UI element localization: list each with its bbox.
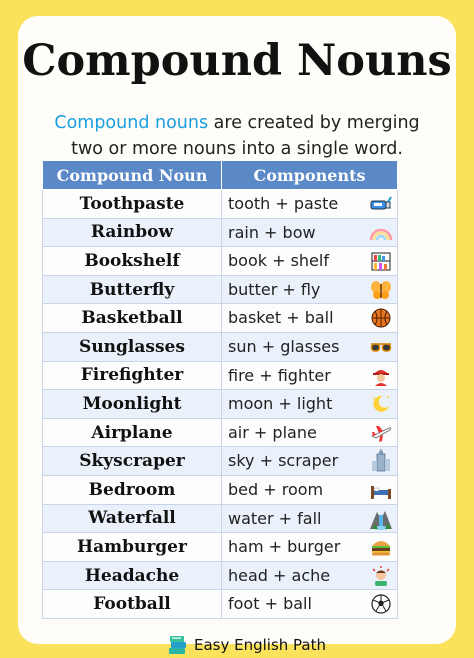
table-row xyxy=(43,332,398,361)
compound-noun-cell: Moonlight xyxy=(43,390,222,419)
page-title: Compound Nouns xyxy=(22,36,452,86)
table-row xyxy=(43,190,398,219)
header-components: Components xyxy=(222,161,398,190)
compound-noun-cell: Waterfall xyxy=(43,504,222,533)
components-cell xyxy=(222,475,398,504)
soccer-ball-icon xyxy=(369,592,393,616)
components-text: moon + light xyxy=(228,394,333,414)
components-text: bed + room xyxy=(228,479,324,499)
table-row xyxy=(43,361,398,390)
components-cell xyxy=(222,218,398,247)
intro-text xyxy=(46,110,428,162)
butterfly-icon xyxy=(369,278,393,302)
components-text: water + fall xyxy=(228,508,322,528)
components-text: sun + glasses xyxy=(228,336,340,356)
brand-name: Easy English Path xyxy=(194,636,327,654)
components-cell xyxy=(222,418,398,447)
components-cell xyxy=(222,390,398,419)
compound-noun-cell: Basketball xyxy=(43,304,222,333)
components-cell xyxy=(222,504,398,533)
firefighter-icon xyxy=(369,364,393,388)
compound-noun-cell: Sunglasses xyxy=(43,332,222,361)
waterfall-icon xyxy=(369,507,393,531)
compound-noun-cell: Butterfly xyxy=(43,275,222,304)
sunglasses-icon xyxy=(369,335,393,359)
moon-icon xyxy=(369,392,393,416)
components-text: basket + ball xyxy=(228,308,334,328)
compound-noun-cell: Airplane xyxy=(43,418,222,447)
footer xyxy=(0,632,474,658)
compound-noun-cell: Hamburger xyxy=(43,533,222,562)
components-text: rain + bow xyxy=(228,222,316,242)
table-row xyxy=(43,590,398,619)
compound-noun-cell: Football xyxy=(43,590,222,619)
components-text: air + plane xyxy=(228,422,317,442)
header-compound-noun: Compound Noun xyxy=(43,161,222,190)
components-cell xyxy=(222,590,398,619)
table-row xyxy=(43,561,398,590)
rainbow-icon xyxy=(369,221,393,245)
book-stack-icon xyxy=(168,634,188,656)
components-text: fire + fighter xyxy=(228,365,331,385)
intro-rest: are created by merging two or more nouns into a single word. xyxy=(71,113,420,159)
toothpaste-icon xyxy=(369,192,393,216)
components-text: ham + burger xyxy=(228,537,341,557)
bed-icon xyxy=(369,478,393,502)
components-cell xyxy=(222,533,398,562)
compound-noun-cell: Bookshelf xyxy=(43,247,222,276)
hamburger-icon xyxy=(369,535,393,559)
table-row xyxy=(43,275,398,304)
compound-noun-cell: Headache xyxy=(43,561,222,590)
components-cell xyxy=(222,304,398,333)
compound-nouns-table xyxy=(42,160,398,619)
table-row xyxy=(43,304,398,333)
table-row xyxy=(43,533,398,562)
headache-icon xyxy=(369,564,393,588)
compound-noun-cell: Skyscraper xyxy=(43,447,222,476)
components-text: sky + scraper xyxy=(228,451,339,471)
components-cell xyxy=(222,247,398,276)
table-header-row xyxy=(43,161,398,190)
compound-noun-cell: Toothpaste xyxy=(43,190,222,219)
components-text: tooth + paste xyxy=(228,194,339,213)
components-cell xyxy=(222,447,398,476)
table-row xyxy=(43,218,398,247)
table-row xyxy=(43,475,398,504)
components-cell xyxy=(222,190,398,219)
components-text: butter + fly xyxy=(228,279,321,299)
components-cell xyxy=(222,361,398,390)
table-row xyxy=(43,247,398,276)
components-text: book + shelf xyxy=(228,251,329,271)
compound-noun-cell: Rainbow xyxy=(43,218,222,247)
table-row xyxy=(43,418,398,447)
components-cell xyxy=(222,332,398,361)
table-row xyxy=(43,504,398,533)
basketball-icon xyxy=(369,306,393,330)
components-text: foot + ball xyxy=(228,594,312,614)
bookshelf-icon xyxy=(369,249,393,273)
table-row xyxy=(43,390,398,419)
components-cell xyxy=(222,561,398,590)
compound-noun-cell: Bedroom xyxy=(43,475,222,504)
skyscraper-icon xyxy=(369,449,393,473)
components-text: head + ache xyxy=(228,565,331,585)
compound-noun-cell: Firefighter xyxy=(43,361,222,390)
intro-highlight: Compound nouns xyxy=(54,113,209,133)
airplane-icon xyxy=(369,421,393,445)
components-cell xyxy=(222,275,398,304)
table-row xyxy=(43,447,398,476)
